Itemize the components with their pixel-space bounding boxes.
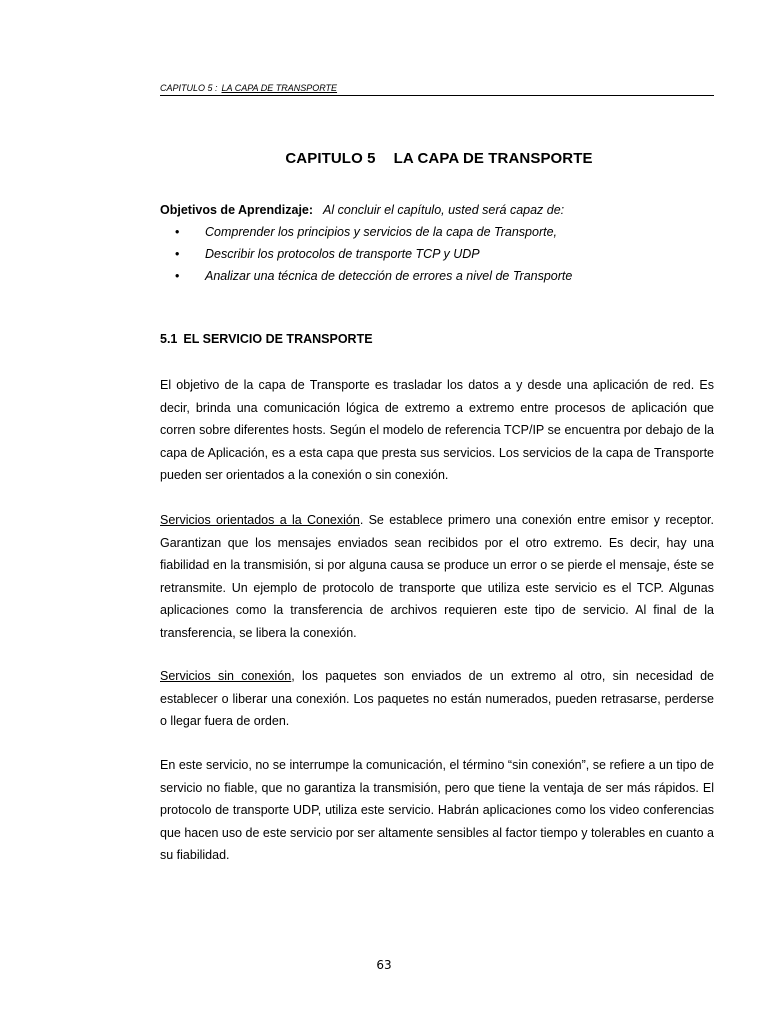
paragraph-connectionless <box>160 665 714 733</box>
objectives-heading <box>160 199 715 221</box>
chapter-number: CAPITULO 5 <box>285 150 376 167</box>
running-header-lead: CAPITULO 5 : <box>160 83 218 93</box>
bullet-icon: • <box>175 247 180 261</box>
learning-objectives <box>160 199 715 287</box>
page-number: 63 <box>376 958 392 972</box>
objective-text: Comprender los principios y servicios de la capa de Transporte, <box>205 225 558 239</box>
running-header-title: LA CAPA DE TRANSPORTE <box>221 83 338 93</box>
paragraph-body: , los paquetes son enviados de un extremo al otro, sin necesidad de establecer o liberar una conexión. Los paquetes no están numerados, pueden retrasarse, perderse o llegar fuera de orden. <box>160 669 715 728</box>
section-title: EL SERVICIO DE TRANSPORTE <box>183 332 373 346</box>
term-connectionless: Servicios sin conexión <box>160 669 292 683</box>
bullet-icon: • <box>175 225 180 239</box>
objectives-intro: Al concluir el capítulo, usted será capaz de: <box>323 203 565 217</box>
paragraph-body: . Se establece primero una conexión entre emisor y receptor. Garantizan que los mensajes enviados sean recibidos por el otro extremo. Es decir, hay una fiabilidad en la transmisión, si por alguna causa se produce un error o se pierde el mensaje, éste se retransmite. Un ejemplo de protocolo de transporte que utiliza este servicio es el TCP. Algunas aplicaciones como la transferencia de archivos requieren este tipo de servicio. Al final de la transferencia, se libera la conexión. <box>160 513 714 640</box>
paragraph-connection-oriented <box>160 509 714 644</box>
objective-item <box>160 265 715 287</box>
paragraph-udp-service: En este servicio, no se interrumpe la comunicación, el término “sin conexión”, se refiere a un tipo de servicio no fiable, que no garantiza la transmisión, pero que tiene la ventaja de ser más rápidos. El protocolo de transporte UDP, utiliza este servicio. Habrán aplicaciones como los video conferencias que hacen uso de este servicio por ser altamente sensibles al factor tiempo y tolerables en cuanto a su fiabilidad. <box>160 758 714 862</box>
bullet-icon: • <box>175 269 180 283</box>
chapter-name: LA CAPA DE TRANSPORTE <box>393 150 593 167</box>
term-connection-oriented: Servicios orientados a la Conexión <box>160 513 360 527</box>
chapter-title <box>0 150 768 167</box>
objective-text: Describir los protocolos de transporte TCP y UDP <box>205 247 480 261</box>
running-header <box>160 83 714 96</box>
objective-item <box>160 243 715 265</box>
objectives-list <box>160 221 715 287</box>
section-heading <box>160 332 373 346</box>
objective-item <box>160 221 715 243</box>
objective-text: Analizar una técnica de detección de errores a nivel de Transporte <box>205 269 573 283</box>
section-number: 5.1 <box>160 332 178 346</box>
objectives-label: Objetivos de Aprendizaje: <box>160 203 314 217</box>
paragraph-transport-objective: El objetivo de la capa de Transporte es trasladar los datos a y desde una aplicación de red. Es decir, brinda una comunicación lógica de extremo a extremo entre procesos de aplicación que corren sobre diferentes hosts. Según el modelo de referencia TCP/IP se encuentra por debajo de la capa de Aplicación, es a esta capa que presta sus servicios. Los servicios de la capa de Transporte pueden ser orientados a la conexión o sin conexión. <box>160 378 714 482</box>
